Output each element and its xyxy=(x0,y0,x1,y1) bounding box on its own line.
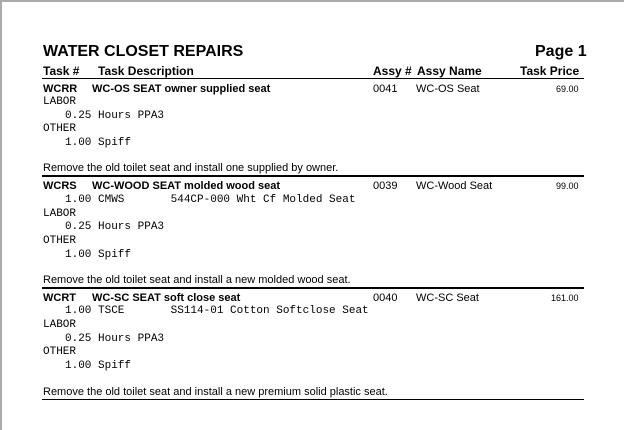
labor-label: LABOR xyxy=(43,208,77,220)
assy-name: WC-SC Seat xyxy=(416,292,479,304)
other-label: OTHER xyxy=(43,346,77,358)
task-divider xyxy=(42,175,584,177)
report-page xyxy=(2,2,624,430)
task-code: WCRR xyxy=(43,83,78,95)
material-line: 1.00 TSCE SS114-01 Cotton Softclose Seat xyxy=(65,305,369,317)
column-header-task-price: Task Price xyxy=(520,64,580,78)
labor-line: 0.25 Hours PPA3 xyxy=(65,110,165,122)
task-price: 69.00 xyxy=(556,84,579,94)
task-name: WC-OS SEAT owner supplied seat xyxy=(92,83,271,95)
task-description: Remove the old toilet seat and install a new molded wood seat. xyxy=(43,274,351,286)
task-price: 99.00 xyxy=(556,181,579,191)
page-number: Page 1 xyxy=(535,43,587,60)
task-name: WC-WOOD SEAT molded wood seat xyxy=(92,180,281,192)
task-name: WC-SC SEAT soft close seat xyxy=(92,292,241,304)
labor-label: LABOR xyxy=(43,319,77,331)
report-title: WATER CLOSET REPAIRS xyxy=(43,43,244,60)
other-label: OTHER xyxy=(43,235,77,247)
task-price: 161.00 xyxy=(551,293,579,303)
labor-label: LABOR xyxy=(43,96,77,108)
labor-line: 0.25 Hours PPA3 xyxy=(65,333,165,345)
task-code: WCRT xyxy=(43,292,76,304)
task-description: Remove the old toilet seat and install one supplied by owner. xyxy=(43,162,339,174)
task-code: WCRS xyxy=(43,180,77,192)
column-header-assy-name: Assy Name xyxy=(417,64,482,78)
header-divider xyxy=(42,78,584,79)
other-line: 1.00 Spiff xyxy=(65,360,132,372)
task-description: Remove the old toilet seat and install a new premium solid plastic seat. xyxy=(43,386,388,398)
labor-line: 0.25 Hours PPA3 xyxy=(65,221,165,233)
other-line: 1.00 Spiff xyxy=(65,137,132,149)
other-label: OTHER xyxy=(43,123,77,135)
material-line: 1.00 CMWS 544CP-000 Wht Cf Molded Seat xyxy=(65,194,356,206)
assy-number: 0041 xyxy=(373,83,398,95)
assy-name: WC-Wood Seat xyxy=(416,180,493,192)
column-header-assy-num: Assy # xyxy=(373,64,412,78)
task-divider xyxy=(42,287,584,289)
assy-number: 0040 xyxy=(373,292,398,304)
column-header-task-desc: Task Description xyxy=(98,64,194,78)
assy-number: 0039 xyxy=(373,180,398,192)
task-divider xyxy=(42,399,584,400)
other-line: 1.00 Spiff xyxy=(65,249,132,261)
assy-name: WC-OS Seat xyxy=(416,83,480,95)
column-header-task-num: Task # xyxy=(43,64,80,78)
